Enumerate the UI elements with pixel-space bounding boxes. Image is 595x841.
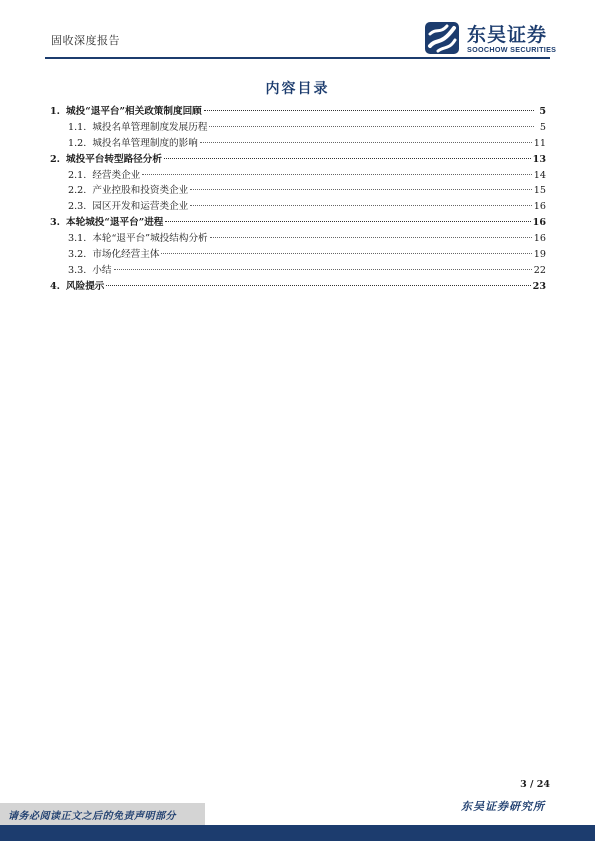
toc-entry-page: 5 [539,121,546,133]
toc-section-entry[interactable] [50,104,546,120]
toc-entry-number: 3.1. [68,233,87,245]
toc-subsection-entry[interactable] [50,199,546,215]
disclaimer-notice: 请务必阅读正文之后的免责声明部分 [8,811,176,822]
toc-entry-number: 3.2. [68,249,87,261]
toc-entry-label: 城投“退平台”相关政策制度回顾 [66,106,202,117]
toc-subsection-entry[interactable] [50,231,546,247]
toc-entry-label: 城投名单管理制度发展历程 [92,121,208,133]
toc-entry-number: 4. [50,280,61,292]
toc-entry-label: 城投名单管理制度的影响 [92,137,198,149]
toc-entry-label: 经营类企业 [92,169,141,181]
toc-entry-page: 16 [533,201,546,213]
toc-entry-label: 城投平台转型路径分析 [66,153,162,165]
toc-entry-page: 5 [539,106,546,117]
header-divider [45,57,550,59]
toc-section-entry[interactable] [50,279,546,295]
toc-entry-page: 11 [533,137,546,149]
toc-entry-page: 16 [532,217,546,229]
toc-entry-label: 园区开发和运营类企业 [92,201,189,213]
toc-entry-label: 风险提示 [66,280,105,292]
toc-subsection-entry[interactable] [50,183,546,199]
toc-entry-number: 2.2. [68,185,87,197]
toc-entry-label: 本轮“退平台”城投结构分析 [92,233,208,245]
toc-entry-title [50,279,104,295]
logo-chinese-name: 东吴证券 [467,24,548,46]
toc-entry-title [68,120,207,136]
toc-entry-label: 小结 [92,264,112,276]
toc-entry-title [68,263,112,279]
toc-dot-leader [209,126,534,127]
toc-dot-leader [210,237,532,238]
footer-organization: 东吴证券研究所 [461,800,545,813]
toc-dot-leader [114,269,532,270]
toc-entry-page: 16 [533,233,546,245]
toc-entry-title [68,183,188,199]
toc-entry-title [68,231,208,247]
toc-entry-number: 2. [50,153,61,165]
toc-dot-leader [161,253,531,254]
toc-entry-number: 1.1. [68,121,87,133]
logo-english-name: SOOCHOW SECURITIES [467,45,557,54]
toc-entry-title [68,136,198,152]
company-logo [425,20,555,56]
toc-subsection-entry[interactable] [50,247,546,263]
toc-dot-leader [142,174,532,175]
report-category: 固收深度报告 [51,34,120,47]
toc-entry-title [68,168,140,184]
toc-entry-page: 19 [533,249,546,261]
footer-bar [0,825,595,841]
table-of-contents [50,104,546,295]
toc-entry-page: 15 [533,185,546,197]
toc-dot-leader [200,142,532,143]
toc-entry-number: 2.1. [68,169,87,181]
toc-dot-leader [106,285,530,286]
toc-dot-leader [204,110,534,111]
toc-dot-leader [190,189,532,190]
toc-entry-number: 1.2. [68,137,87,149]
toc-dot-leader [165,221,530,222]
soochow-logo-icon [425,20,461,56]
toc-entry-page: 14 [533,169,546,181]
toc-entry-title [68,247,159,263]
toc-entry-page: 13 [532,153,546,165]
toc-subsection-entry[interactable] [50,263,546,279]
toc-subsection-entry[interactable] [50,120,546,136]
toc-entry-number: 3.3. [68,264,87,276]
toc-entry-title [50,215,163,231]
toc-entry-number: 2.3. [68,201,87,213]
toc-section-entry[interactable] [50,152,546,168]
toc-entry-page: 22 [533,264,546,276]
toc-entry-label: 产业控股和投资类企业 [92,185,189,197]
toc-entry-title [50,152,162,168]
page-number: 3 / 24 [520,779,550,790]
toc-dot-leader [164,158,531,159]
toc-entry-number: 1. [50,106,61,117]
toc-entry-label: 本轮城投“退平台”进程 [66,217,164,229]
toc-entry-number: 3. [50,217,61,229]
toc-section-entry[interactable] [50,215,546,231]
toc-entry-label: 市场化经营主体 [92,249,160,261]
toc-subsection-entry[interactable] [50,136,546,152]
toc-dot-leader [190,205,532,206]
toc-entry-title [68,199,188,215]
toc-subsection-entry[interactable] [50,168,546,184]
toc-entry-title [50,104,202,120]
toc-title: 内容目录 [265,81,330,97]
toc-entry-page: 23 [532,280,546,292]
